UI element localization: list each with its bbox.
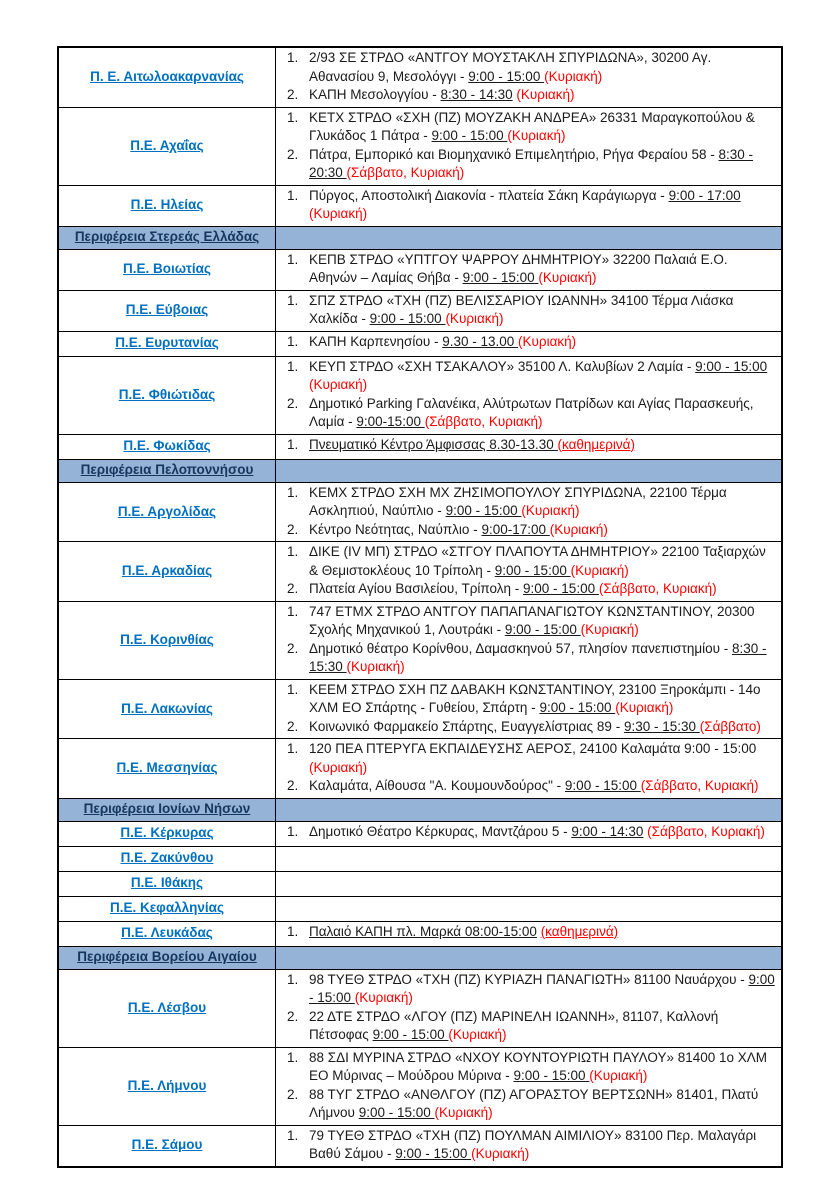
table-row — [58, 107, 782, 185]
table-row — [58, 434, 782, 459]
region-header-spacer-cell — [276, 946, 783, 969]
location-item — [282, 395, 777, 432]
location-item-number: 1. — [287, 187, 299, 203]
locations-cell — [276, 185, 783, 226]
region-link[interactable]: Π.Ε. Αρκαδίας — [121, 563, 213, 578]
region-link[interactable]: Π.Ε. Αχαΐας — [130, 137, 204, 153]
location-item-number: 1. — [287, 109, 299, 125]
location-item-number: 1. — [287, 603, 299, 619]
location-item-text: ΔΙΚΕ (IV ΜΠ) ΣΤΡΔΟ «ΣΤΓΟΥ ΠΛΑΠΟΥΤΑ ΔΗΜΗΤΡΙΟΥ» 22100 Ταξιαρχών & Θεμιστοκλέους 10 Τρίπολη - 9:00 - 15:00 (Κυριακή) — [309, 544, 766, 578]
region-name-cell — [58, 846, 276, 871]
location-item-text: ΚΑΠΗ Καρπενησίου - 9.30 - 13.00 (Κυριακή) — [309, 333, 577, 349]
location-item-text: 88 ΤΥΓ ΣΤΡΔΟ «ΑΝΘΛΓΟΥ (ΠΖ) ΑΓΟΡΑΣΤΟΥ ΒΕΡΤΣΩΝΗ» 81401, Πλατύ Λήμνου 9:00 - 15:00 (Κυριακή) — [309, 1086, 759, 1120]
locations-cell — [276, 969, 783, 1047]
locations-cell — [276, 542, 783, 602]
locations-cell — [276, 846, 783, 871]
table-row — [58, 871, 782, 896]
region-header-label: Περιφέρεια Πελοποννήσου — [80, 462, 254, 478]
location-item-text: Πλατεία Αγίου Βασιλείου, Τρίπολη - 9:00 - 15:00 (Σάββατο, Κυριακή) — [309, 581, 717, 596]
location-item — [282, 1049, 777, 1086]
region-link[interactable]: Π.Ε. Σάμου — [131, 1137, 203, 1153]
location-item-text: 88 ΣΔΙ ΜΥΡΙΝΑ ΣΤΡΔΟ «ΝΧΟΥ ΚΟΥΝΤΟΥΡΙΩΤΗ ΠΑΥΛΟΥ» 81400 1ο ΧΛΜ ΕΟ Μύρινας – Μούδρου Μύρινα - 9:00 - 15:00 (Κυριακή) — [309, 1049, 768, 1083]
region-link[interactable]: Π.Ε. Αργολίδας — [117, 503, 217, 519]
locations-cell — [276, 871, 783, 896]
region-name-cell — [58, 356, 276, 434]
location-item — [282, 109, 777, 146]
regions-schedule-table — [57, 46, 783, 1168]
locations-cell — [276, 679, 783, 739]
region-name-cell — [58, 331, 276, 356]
location-item-number: 1. — [287, 436, 299, 452]
location-item-number: 1. — [287, 544, 299, 559]
region-name-cell — [58, 185, 276, 226]
table-row — [58, 846, 782, 871]
region-link[interactable]: Π.Ε. Κέρκυρας — [120, 825, 214, 841]
location-item-text: Κέντρο Νεότητας, Ναύπλιο - 9:00-17:00 (Κυριακή) — [309, 521, 608, 537]
location-item-text: ΚΑΠΗ Μεσολογγίου - 8:30 - 14:30 (Κυριακή) — [309, 87, 575, 102]
location-item — [282, 543, 777, 580]
location-item-number: 1. — [287, 923, 299, 939]
location-item-text: Πνευματικό Κέντρο Άμφισσας 8.30-13.30 (καθημερινά) — [309, 436, 635, 452]
region-name-cell — [58, 601, 276, 679]
table-row — [58, 331, 782, 356]
location-item-number: 2. — [287, 640, 299, 656]
location-item — [282, 86, 777, 105]
region-link[interactable]: Π.Ε. Φωκίδας — [123, 438, 211, 454]
table-row — [58, 356, 782, 434]
locations-cell — [276, 739, 783, 799]
table-row — [58, 921, 782, 946]
location-item-text: Δημοτικό θέατρο Κορίνθου, Δαμασκηνού 57, πλησίον πανεπιστημίου - 8:30 - 15:30 (Κυριακή) — [309, 640, 767, 674]
location-item-text: 747 ΕΤΜΧ ΣΤΡΔΟ ΑΝΤΓΟΥ ΠΑΠΑΠΑΝΑΓΙΩΤΟΥ ΚΩΝΣΤΑΝΤΙΝΟΥ, 20300 Σχολής Μηχανικού 1, Λουτράκι - 9:00 - 15:00 (Κυριακή) — [309, 603, 755, 637]
location-item — [282, 718, 777, 737]
region-header-row — [58, 226, 782, 249]
location-item-text: Κοινωνικό Φαρμακείο Σπάρτης, Ευαγγελίστριας 89 - 9:30 - 15:30 (Σάββατο) — [309, 718, 761, 734]
table-row — [58, 1125, 782, 1167]
table-row — [58, 1047, 782, 1125]
location-item-number: 1. — [287, 1049, 299, 1065]
locations-cell — [276, 821, 783, 846]
region-header-spacer-cell — [276, 226, 783, 249]
table-row — [58, 739, 782, 799]
location-item — [282, 251, 777, 288]
location-item-text: Δημοτικό Θέατρο Κέρκυρας, Μαντζάρου 5 - 9:00 - 14:30 (Σάββατο, Κυριακή) — [309, 823, 765, 839]
table-row — [58, 969, 782, 1047]
region-name-cell — [58, 969, 276, 1047]
location-item — [282, 49, 777, 86]
region-header-cell — [58, 226, 276, 249]
region-link[interactable]: Π.Ε. Ευρυτανίας — [115, 335, 219, 351]
table-row — [58, 679, 782, 739]
region-name-cell — [58, 739, 276, 799]
table-row — [58, 601, 782, 679]
region-link[interactable]: Π.Ε. Κεφαλληνίας — [110, 900, 224, 916]
region-name-cell — [58, 1125, 276, 1167]
table-row — [58, 482, 782, 542]
table-row — [58, 47, 782, 107]
locations-cell — [276, 896, 783, 921]
region-header-spacer-cell — [276, 459, 783, 482]
location-item — [282, 484, 777, 521]
region-link[interactable]: Π.Ε. Εύβοιας — [125, 302, 209, 318]
location-item-number: 1. — [287, 333, 299, 349]
location-item — [282, 580, 777, 599]
region-header-cell — [58, 946, 276, 969]
table-row — [58, 896, 782, 921]
location-item-text: 2/93 ΣΕ ΣΤΡΔΟ «ΑΝΤΓΟΥ ΜΟΥΣΤΑΚΛΗ ΣΠΥΡΙΔΩΝΑ», 30200 Αγ. Αθανασίου 9, Μεσολόγγι - 9:00 - 15:00 (Κυριακή) — [309, 50, 712, 84]
schedule-table-body — [58, 47, 782, 1167]
region-name-cell — [58, 249, 276, 290]
location-item-text: Δημοτικό Parking Γαλανέικα, Αλύτρωτων Πατρίδων και Αγίας Παρασκευής, Λαμία - 9:00-15:00 (Σάββατο, Κυριακή) — [309, 395, 754, 429]
location-item — [282, 1086, 777, 1123]
location-item — [282, 358, 777, 395]
location-item-text: ΚΕΜΧ ΣΤΡΔΟ ΣΧΗ ΜΧ ΖΗΣΙΜΟΠΟΥΛΟΥ ΣΠΥΡΙΔΩΝΑ, 22100 Τέρμα Ασκληπιού, Ναύπλιο - 9:00 - 15:00 (Κυριακή) — [309, 484, 727, 518]
location-item-number: 1. — [287, 358, 299, 374]
location-item — [282, 740, 777, 777]
region-header-cell — [58, 459, 276, 482]
location-item — [282, 777, 777, 796]
location-item-number: 1. — [287, 484, 299, 500]
location-item-text: Πάτρα, Εμπορικό και Βιομηχανικό Επιμελητήριο, Ρήγα Φεραίου 58 - 8:30 - 20:30 (Σάββατο, Κυριακή) — [309, 146, 754, 180]
location-item — [282, 292, 777, 329]
location-item — [282, 1008, 777, 1045]
location-item-text: ΚΕΤΧ ΣΤΡΔΟ «ΣΧΗ (ΠΖ) ΜΟΥΖΑΚΗ ΑΝΔΡΕΑ» 26331 Μαραγκοπούλου & Γλυκάδος 1 Πάτρα - 9:00 - 15:00 (Κυριακή) — [309, 109, 755, 143]
location-item — [282, 823, 777, 842]
location-item-number: 2. — [287, 581, 299, 596]
region-link[interactable]: Π.Ε. Λήμνου — [127, 1077, 207, 1093]
region-name-cell — [58, 921, 276, 946]
location-item — [282, 1127, 777, 1164]
location-item — [282, 436, 777, 455]
location-item-text: Πύργος, Αποστολική Διακονία - πλατεία Σάκη Καράγιωργα - 9:00 - 17:00 (Κυριακή) — [309, 187, 741, 221]
location-item-text: Παλαιό ΚΑΠΗ πλ. Μαρκά 08:00-15:00 (καθημερινά) — [309, 923, 619, 939]
locations-cell — [276, 107, 783, 185]
location-item — [282, 640, 777, 677]
location-item-number: 1. — [287, 741, 299, 756]
region-name-cell — [58, 871, 276, 896]
region-name-cell — [58, 542, 276, 602]
region-link[interactable]: Π.Ε. Μεσσηνίας — [116, 760, 218, 775]
location-item-number: 2. — [287, 778, 299, 793]
location-item-text: ΣΠΖ ΣΤΡΔΟ «ΤΧΗ (ΠΖ) ΒΕΛΙΣΣΑΡΙΟΥ ΙΩΑΝΝΗ» 34100 Τέρμα Λιάσκα Χαλκίδα - 9:00 - 15:00 (Κυριακή) — [309, 292, 734, 326]
region-name-cell — [58, 290, 276, 331]
region-name-cell — [58, 107, 276, 185]
location-item-number: 1. — [287, 681, 299, 697]
location-item — [282, 603, 777, 640]
locations-cell — [276, 921, 783, 946]
location-item-number: 2. — [287, 87, 299, 102]
region-header-row — [58, 459, 782, 482]
location-item-text: Καλαμάτα, Αίθουσα "Α. Κουμουνδούρος" - 9:00 - 15:00 (Σάββατο, Κυριακή) — [309, 778, 759, 793]
region-link[interactable]: Π.Ε. Ιθάκης — [130, 875, 204, 891]
location-item-number: 2. — [287, 1086, 299, 1102]
locations-cell — [276, 434, 783, 459]
region-link[interactable]: Π.Ε. Ζακύνθου — [120, 850, 214, 866]
region-name-cell — [58, 482, 276, 542]
location-item-text: ΚΕΕΜ ΣΤΡΔΟ ΣΧΗ ΠΖ ΔΑΒΑΚΗ ΚΩΝΣΤΑΝΤΙΝΟΥ, 23100 Ξηροκάμπι - 14ο ΧΛΜ ΕΟ Σπάρτης - Γυθείου, Σπάρτη - 9:00 - 15:00 (Κυριακή) — [309, 681, 761, 715]
table-row — [58, 185, 782, 226]
location-item-number: 1. — [287, 971, 299, 987]
location-item-text: 120 ΠΕΑ ΠΤΕΡΥΓΑ ΕΚΠΑΙΔΕΥΣΗΣ ΑΕΡΟΣ, 24100 Καλαμάτα 9:00 - 15:00 (Κυριακή) — [309, 741, 757, 775]
region-name-cell — [58, 434, 276, 459]
region-header-row — [58, 946, 782, 969]
region-name-cell — [58, 821, 276, 846]
location-item-number: 2. — [287, 395, 299, 411]
region-link[interactable]: Π. Ε. Αιτωλοακαρνανίας — [90, 69, 244, 84]
table-row — [58, 290, 782, 331]
location-item-number: 2. — [287, 1008, 299, 1024]
locations-cell — [276, 601, 783, 679]
location-item — [282, 187, 777, 224]
location-item-text: ΚΕΥΠ ΣΤΡΔΟ «ΣΧΗ ΤΣΑΚΑΛΟΥ» 35100 Λ. Καλυβίων 2 Λαμία - 9:00 - 15:00 (Κυριακή) — [309, 358, 768, 392]
region-header-spacer-cell — [276, 798, 783, 821]
region-name-cell — [58, 679, 276, 739]
location-item — [282, 923, 777, 942]
location-item-text: ΚΕΠΒ ΣΤΡΔΟ «ΥΠΤΓΟΥ ΨΑΡΡΟΥ ΔΗΜΗΤΡΙΟΥ» 32200 Παλαιά Ε.Ο. Αθηνών – Λαμίας Θήβα - 9:00 - 15:00 (Κυριακή) — [309, 251, 728, 285]
region-name-cell — [58, 896, 276, 921]
locations-cell — [276, 249, 783, 290]
location-item-text: 79 ΤΥΕΘ ΣΤΡΔΟ «ΤΧΗ (ΠΖ) ΠΟΥΛΜΑΝ ΑΙΜΙΛΙΟΥ» 83100 Περ. Μαλαγάρι Βαθύ Σάμου - 9:00 - 15:00 (Κυριακή) — [309, 1127, 757, 1161]
locations-cell — [276, 356, 783, 434]
region-link[interactable]: Π.Ε. Κορινθίας — [120, 631, 214, 647]
location-item — [282, 521, 777, 540]
location-item-text: 98 ΤΥΕΘ ΣΤΡΔΟ «ΤΧΗ (ΠΖ) ΚΥΡΙΑΖΗ ΠΑΝΑΓΙΩΤΗ» 81100 Ναυάρχου - 9:00 - 15:00 (Κυριακή) — [309, 971, 775, 1005]
location-item-number: 2. — [287, 521, 299, 537]
location-item-number: 1. — [287, 1127, 299, 1143]
table-row — [58, 821, 782, 846]
location-item — [282, 146, 777, 183]
locations-cell — [276, 1047, 783, 1125]
region-link[interactable]: Π.Ε. Λευκάδας — [121, 925, 213, 941]
region-header-cell — [58, 798, 276, 821]
location-item — [282, 333, 777, 352]
location-item-text: 22 ΔΤΕ ΣΤΡΔΟ «ΛΓΟΥ (ΠΖ) ΜΑΡΙΝΕΛΗ ΙΩΑΝΝΗ», 81107, Καλλονή Πέτσοφας 9:00 - 15:00 (Κυριακή) — [309, 1008, 719, 1042]
region-header-label: Περιφέρεια Στερεάς Ελλάδας — [74, 229, 260, 245]
location-item-number: 1. — [287, 823, 299, 839]
region-link[interactable]: Π.Ε. Βοιωτίας — [123, 261, 211, 277]
location-item — [282, 971, 777, 1008]
location-item-number: 1. — [287, 251, 299, 267]
locations-cell — [276, 290, 783, 331]
locations-cell — [276, 1125, 783, 1167]
table-row — [58, 542, 782, 602]
location-item-number: 2. — [287, 146, 299, 162]
location-item — [282, 681, 777, 718]
region-link[interactable]: Π.Ε. Φθιώτιδας — [118, 386, 216, 402]
region-link[interactable]: Π.Ε. Λακωνίας — [121, 700, 213, 716]
locations-cell — [276, 482, 783, 542]
table-row — [58, 249, 782, 290]
region-link[interactable]: Π.Ε. Ηλείας — [130, 197, 204, 213]
locations-cell — [276, 331, 783, 356]
region-name-cell — [58, 47, 276, 107]
location-item-number: 1. — [287, 292, 299, 308]
region-header-row — [58, 798, 782, 821]
locations-cell — [276, 47, 783, 107]
region-header-label: Περιφέρεια Ιονίων Νήσων — [83, 801, 251, 817]
region-name-cell — [58, 1047, 276, 1125]
location-item-number: 1. — [287, 50, 299, 65]
region-header-label: Περιφέρεια Βορείου Αιγαίου — [77, 949, 257, 965]
region-link[interactable]: Π.Ε. Λέσβου — [127, 999, 207, 1015]
location-item-number: 2. — [287, 718, 299, 734]
